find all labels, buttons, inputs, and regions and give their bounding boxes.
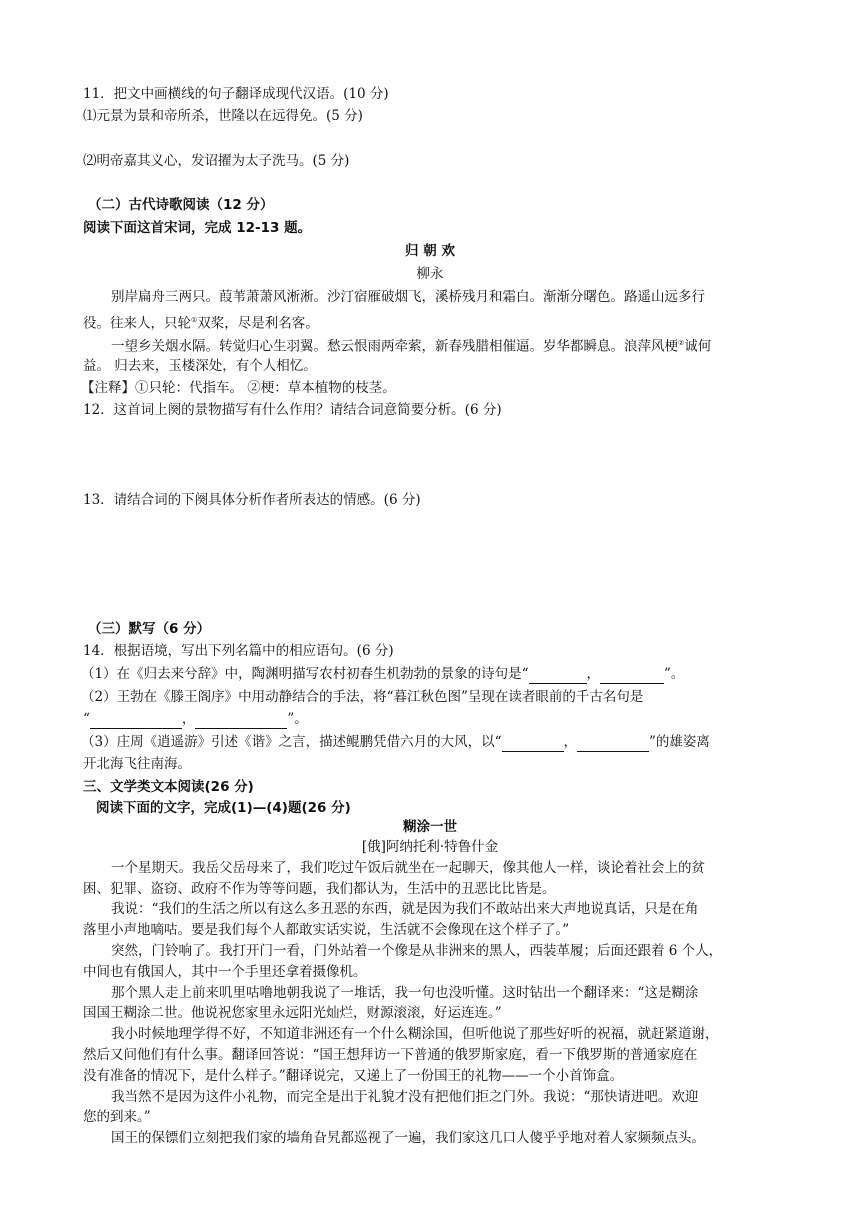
poem-line-1: 别岸扁舟三两只。葭苇萧萧风淅淅。沙汀宿雁破烟飞，溪桥残月和霜白。渐渐分曙色。路遥山远多行: [111, 289, 705, 305]
answer-blank: [600, 665, 664, 684]
story-paragraph-7: 国王的保镖们立刻把我们家的墙角旮旯都巡视了一遍，我们家这几口人傻乎乎地对着人家频频点头。: [111, 1130, 705, 1146]
story-paragraph-5-cont: 然后又问他们有什么事。翻译回答说：“国王想拜访一下普通的俄罗斯家庭，看一下俄罗斯的普通家庭在: [83, 1047, 698, 1063]
story-paragraph-4-cont: 国国王糊涂二世。他说祝您家里永远阳光灿烂，财源滚滚，好运连连。”: [83, 1005, 502, 1021]
answer-blank: [577, 733, 649, 752]
story-paragraph-1-cont: 困、犯罪、盗窃、政府不作为等等问题，我们都认为，生活中的丑恶比比皆是。: [83, 881, 556, 897]
q11-item-1: ⑴元景为景和帝所杀，世隆以在远得免。(5 分): [83, 108, 363, 124]
q11-item-2: ⑵明帝嘉其义心，发诏擢为太子洗马。(5 分): [83, 153, 350, 169]
dictation-item-2: （2）王勃在《滕王阁序》中用动静结合的手法，将“暮江秋色图”呈现在读者眼前的千古名句是: [81, 689, 644, 705]
footnote-marker-2: ②: [678, 339, 685, 347]
poem-line-3: 一望乡关烟水隔。转觉归心生羽翼。愁云恨雨两牵萦，新春残腊相催逼。岁华都瞬息。浪萍风梗②诚何: [111, 338, 712, 355]
reading-section-heading: 三、文学类文本阅读(26 分): [83, 779, 254, 795]
footnote-marker-1: ①: [191, 316, 198, 324]
q12: 12．这首词上阕的景物描写有什么作用？请结合词意简要分析。(6 分): [83, 402, 502, 418]
story-paragraph-3-cont: 中间也有俄国人，其中一个手里还拿着摄像机。: [83, 964, 367, 980]
dictation-item-3-cont: 开北海飞往南海。: [83, 756, 191, 772]
answer-blank: [90, 710, 182, 729]
reading-instruction: 阅读下面的文字，完成(1)—(4)题(26 分): [96, 800, 351, 816]
poem-annotation: 【注释】①只轮：代指车。 ②梗：草本植物的枝茎。: [81, 380, 396, 396]
q13: 13．请结合词的下阕具体分析作者所表达的情感。(6 分): [83, 492, 421, 508]
dictation-item-2-cont: “ ， ”。: [83, 711, 308, 727]
story-paragraph-4: 那个黑人走上前来叽里咕噜地朝我说了一堆话，我一句也没听懂。这时钻出一个翻译来：“这是糊涂: [111, 985, 699, 1001]
dictation-section-heading: （三）默写（6 分）: [88, 621, 211, 637]
dictation-item-1: （1）在《归去来兮辞》中，陶渊明描写农村初春生机勃勃的景象的诗句是“ ， ”。: [81, 666, 685, 682]
story-paragraph-2-cont: 落里小声地嘀咕。要是我们每个人都敢实话实说，生活就不会像现在这个样子了。”: [83, 922, 570, 938]
story-paragraph-3: 突然，门铃响了。我打开门一看，门外站着一个像是从非洲来的黑人，西装革履；后面还跟着 6 个人，: [111, 943, 723, 959]
dictation-item-3: （3）庄周《逍遥游》引述《谐》之言，描述鲲鹏凭借六月的大风，以“ ， ”的雄姿离: [81, 734, 710, 750]
story-paragraph-2: 我说：“我们的生活之所以有这么多丑恶的东西，就是因为我们不敢站出来大声地说真话，只是在角: [111, 901, 699, 917]
answer-blank: [529, 665, 587, 684]
poetry-instruction: 阅读下面这首宋词，完成 12-13 题。: [83, 220, 312, 236]
story-author: [俄]阿纳托利·特鲁什金: [361, 839, 499, 855]
answer-blank: [502, 733, 564, 752]
story-paragraph-1: 一个星期天。我岳父岳母来了，我们吃过午饭后就坐在一起聊天，像其他人一样，谈论着社会上的贫: [111, 860, 705, 876]
poem-line-2: 役。往来人，只轮①双桨，尽是利名客。: [83, 315, 319, 332]
story-paragraph-6: 我当然不是因为这件小礼物，而完全是出于礼貌才没有把他们拒之门外。我说：“那快请进吧。欢迎: [111, 1089, 699, 1105]
story-paragraph-5-cont: 没有准备的情况下，是什么样子。”翻译说完，又递上了一份国王的礼物——一个小首饰盒。: [83, 1068, 624, 1084]
poetry-section-heading: （二）古代诗歌阅读（12 分）: [88, 197, 274, 213]
story-paragraph-5: 我小时候地理学得不好，不知道非洲还有一个什么糊涂国，但听他说了那些好听的祝福，就赶紧道谢，: [111, 1026, 719, 1042]
q11-title: 11．把文中画横线的句子翻译成现代汉语。(10 分): [83, 86, 389, 102]
story-paragraph-6-cont: 您的到来。”: [83, 1109, 151, 1125]
poem-author: 柳永: [416, 266, 444, 282]
poem-line-4: 益。 归去来，玉楼深处，有个人相忆。: [83, 358, 317, 374]
q14: 14．根据语境，写出下列名篇中的相应语句。(6 分): [83, 643, 394, 659]
poem-title: 归 朝 欢: [405, 243, 455, 259]
answer-blank: [195, 710, 287, 729]
story-title: 糊涂一世: [403, 819, 457, 835]
